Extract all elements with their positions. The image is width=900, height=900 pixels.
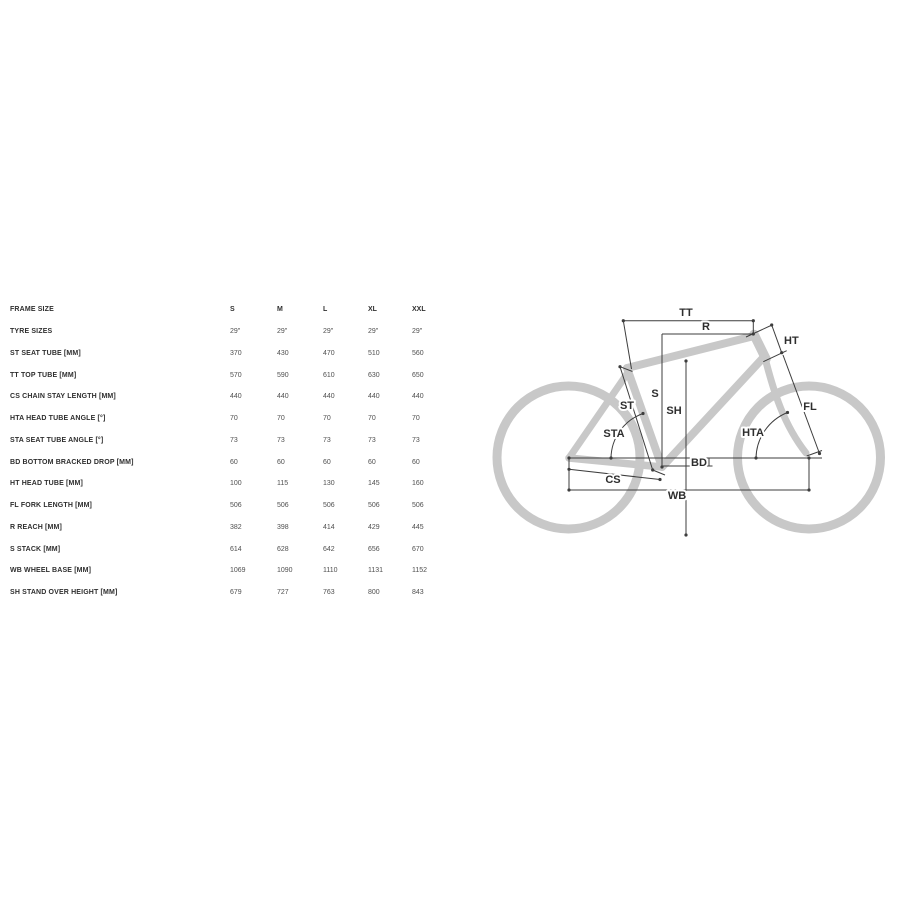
cell-value: 506 [368,502,380,510]
dim-label-tt: TT [679,307,693,319]
cell-value: 160 [412,480,424,488]
dim-label-sh: SH [666,405,682,417]
cell-value: 100 [230,480,242,488]
cell-value: 630 [368,371,380,379]
row-label: HT HEAD TUBE [MM] [10,480,83,488]
cell-value: 70 [230,415,238,423]
row-label: FL FORK LENGTH [MM] [10,502,93,510]
dim-label-sta: STA [603,428,625,440]
cell-value: 656 [368,545,380,553]
cell-value: 370 [230,349,242,357]
dim-label-hta: HTA [742,427,764,439]
cell-value: 70 [412,415,420,423]
cell-value: 642 [323,545,335,553]
row-label: TT TOP TUBE [MM] [10,371,77,379]
row-label: STA SEAT TUBE ANGLE [°] [10,436,104,444]
row-label: BD BOTTOM BRACKED DROP [MM] [10,458,134,466]
cell-value: 570 [230,371,242,379]
cell-value: 60 [368,458,376,466]
cell-value: 440 [368,393,380,401]
cell-value: 510 [368,349,380,357]
cell-value: 73 [323,436,331,444]
cell-value: 430 [277,349,289,357]
cell-value: 506 [230,502,242,510]
row-label: ST SEAT TUBE [MM] [10,349,81,357]
cell-value: 628 [277,545,289,553]
dim-label-wb: WB [667,490,687,502]
cell-value: 614 [230,545,242,553]
cell-value: 60 [412,458,420,466]
row-label: FRAME SIZE [10,306,54,314]
cell-value: 60 [277,458,285,466]
dim-label-ht: HT [784,335,799,347]
cell-value: 440 [323,393,335,401]
dim-label-r: R [702,321,710,333]
cell-value: 843 [412,589,424,597]
cell-value: 440 [230,393,242,401]
cell-value: 610 [323,371,335,379]
cell-value: 429 [368,523,380,531]
cell-value: 1131 [368,567,384,575]
cell-value: 679 [230,589,242,597]
cell-value: 398 [277,523,289,531]
row-label: TYRE SIZES [10,328,53,336]
cell-value: 73 [412,436,420,444]
chain-stay-tube [569,458,662,467]
cell-value: 382 [230,523,242,531]
dim-label-cs: CS [605,474,621,486]
cell-value: 727 [277,589,289,597]
cell-value: 145 [368,480,380,488]
cell-value: 1110 [323,567,338,575]
cell-value: 440 [277,393,289,401]
cell-value: 70 [368,415,376,423]
cell-value: 73 [230,436,238,444]
cell-value: 506 [412,502,424,510]
cell-value: 70 [277,415,285,423]
dim-label-fl: FL [803,401,817,413]
cell-value: S [230,306,235,314]
cell-value: 60 [230,458,238,466]
cell-value: 130 [323,480,335,488]
cell-value: 445 [412,523,424,531]
cell-value: XXL [412,306,426,314]
row-label: CS CHAIN STAY LENGTH [MM] [10,393,116,401]
cell-value: 440 [412,393,424,401]
cell-value: 115 [277,480,289,488]
dim-label-st: ST [619,400,635,412]
cell-value: 763 [323,589,335,597]
cell-value: 650 [412,371,424,379]
top-tube [627,336,754,368]
cell-value: 1152 [412,567,428,575]
cell-value: 506 [277,502,289,510]
cell-value: 470 [323,349,335,357]
cell-value: 414 [323,523,335,531]
cell-value: 29" [412,328,423,336]
cell-value: 29" [323,328,334,336]
cell-value: 73 [368,436,376,444]
fork-tube [765,358,806,453]
cell-value: 590 [277,371,289,379]
cell-value: L [323,306,328,314]
ht-dim-line [772,325,782,353]
cell-value: 800 [368,589,380,597]
row-label: SH STAND OVER HEIGHT [MM] [10,589,118,597]
cell-value: 29" [368,328,379,336]
cell-value: 560 [412,349,424,357]
row-label: S STACK [MM] [10,545,61,553]
cell-value: 1069 [230,567,246,575]
row-label: R REACH [MM] [10,523,62,531]
cell-value: 1090 [277,567,293,575]
cell-value: 60 [323,458,331,466]
cell-value: 506 [323,502,335,510]
dim-label-bd: BD [691,457,707,469]
row-label: HTA HEAD TUBE ANGLE [°] [10,415,106,423]
row-label: WB WHEEL BASE [MM] [10,567,92,575]
cell-value: 29" [277,328,288,336]
cell-value: M [277,306,283,314]
cell-value: 29" [230,328,241,336]
cell-value: 70 [323,415,331,423]
seat-axis-extension [623,321,631,369]
cell-value: 670 [412,545,424,553]
cell-value: 73 [277,436,285,444]
cell-value: XL [368,306,377,314]
bike-frame-illustration [497,335,881,530]
dim-label-s: S [651,388,659,400]
